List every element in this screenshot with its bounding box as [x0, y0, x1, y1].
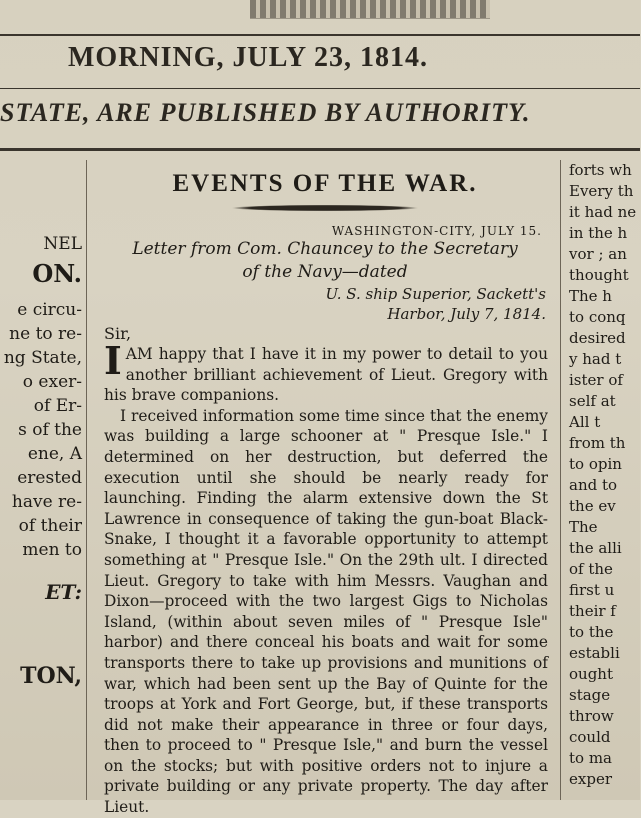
- left-fragment: ET:: [45, 580, 82, 604]
- dateline-rule: [0, 88, 640, 89]
- right-fragments: [561, 160, 641, 790]
- right-fragment: The h: [569, 287, 612, 305]
- right-fragment: The: [569, 518, 598, 536]
- right-fragment: the ev: [569, 497, 616, 515]
- right-fragment: it had ne: [569, 203, 637, 221]
- right-fragment: to conq: [569, 308, 626, 326]
- right-fragment: of the: [569, 560, 613, 578]
- masthead-rule: [0, 34, 640, 36]
- drop-cap: I: [104, 338, 122, 383]
- right-fragment: thought: [569, 266, 629, 284]
- right-fragment: exper: [569, 770, 612, 788]
- article-dateline: WASHINGTON-CITY, JULY 15.: [331, 224, 542, 238]
- paragraph-text: AM happy that I have it in my power to detail to you another brilliant achievement of Lieut. Gregory with his brave companions.: [104, 345, 548, 405]
- right-fragment: in the h: [569, 224, 628, 242]
- ship-line: U. S. ship Superior, Sackett's: [325, 285, 546, 303]
- left-fragment: ON.: [32, 259, 82, 288]
- left-fragment: erested: [17, 468, 82, 488]
- right-fragment: ister of: [569, 371, 623, 389]
- right-fragment: throw: [569, 707, 614, 725]
- salutation: Sir,: [104, 324, 132, 343]
- right-column: [560, 160, 641, 800]
- right-fragment: to ma: [569, 749, 612, 767]
- right-fragment: establi: [569, 644, 620, 662]
- masthead-ornament: [250, 0, 490, 19]
- banner-rule: [0, 148, 640, 151]
- left-fragment: o exer-: [22, 372, 82, 392]
- paragraph: [104, 338, 548, 406]
- right-fragment: to opin: [569, 455, 622, 473]
- authority-banner: STATE, ARE PUBLISHED BY AUTHORITY.: [0, 98, 531, 127]
- left-fragment: TON,: [20, 663, 82, 689]
- dateline: MORNING, JULY 23, 1814.: [68, 42, 429, 73]
- letter-heading-line: Letter from Com. Chauncey to the Secretary: [132, 239, 518, 259]
- right-fragment: from th: [569, 434, 626, 452]
- left-fragment: ne to re-: [9, 324, 82, 344]
- left-fragment: men to: [22, 540, 82, 560]
- right-fragment: ought: [569, 665, 613, 683]
- article-body: [98, 338, 552, 818]
- left-fragment: s of the: [18, 420, 82, 440]
- headline-swell-rule: [205, 204, 445, 212]
- right-fragment: Every th: [569, 182, 634, 200]
- right-fragment: could: [569, 728, 611, 746]
- right-fragment: self at: [569, 392, 616, 410]
- left-fragment: [0, 562, 86, 580]
- right-fragment: vor ; an: [569, 245, 627, 263]
- right-fragment: stage: [569, 686, 611, 704]
- paragraph: I received information some time since that the enemy was building a large schooner at " Presque Isle." I determined on her destruction, but deferred the execution until she should be nearly ready for launching. Finding the alarm extensive down the St Lawrence in consequence of taking the gun-boat Black-Snake, I thought it a favorable opportunity to attempt something at " Presque Isle." On the 29th ult. I directed Lieut. Gregory to take with him Messrs. Vaughan and Dixon—proceed with the two largest Gigs to Nicholas Island, (within about seven miles of " Presque Isle" harbor) and there conceal his boats and wait for some transports there to take up provisions and munitions of war, which had been sent up the Bay of Quinte for the troops at York and Fort George, but, if these transports did not make their appearance in three or four days, then to proceed to " Presque Isle," and burn the vessel on the stocks; but with positive orders not to injure a private building or any private property. The day after Lieut.: [104, 406, 548, 817]
- right-fragment: y had t: [569, 350, 622, 368]
- left-fragment: of Er-: [33, 396, 82, 416]
- left-fragment: ene, A: [27, 444, 82, 464]
- left-fragment: NEL: [43, 234, 82, 254]
- right-fragment: forts wh: [569, 161, 632, 179]
- right-fragment: and to: [569, 476, 618, 494]
- left-fragment: [0, 604, 86, 664]
- right-fragment: All t: [569, 413, 601, 431]
- right-fragment: to the: [569, 623, 614, 641]
- right-fragment: their f: [569, 602, 616, 620]
- left-column: [0, 160, 87, 800]
- right-fragment: the alli: [569, 539, 622, 557]
- left-fragment: of their: [18, 516, 82, 536]
- left-fragment: have re-: [11, 492, 82, 512]
- article-headline: EVENTS OF THE WAR.: [172, 170, 478, 197]
- right-fragment: desired: [569, 329, 626, 347]
- right-fragment: first u: [569, 581, 615, 599]
- letter-heading-line: of the Navy—dated: [242, 262, 408, 282]
- ship-line: Harbor, July 7, 1814.: [387, 305, 546, 323]
- article-column: [98, 160, 552, 817]
- left-fragment: ng State,: [3, 348, 82, 368]
- left-fragment: e circu-: [17, 300, 82, 320]
